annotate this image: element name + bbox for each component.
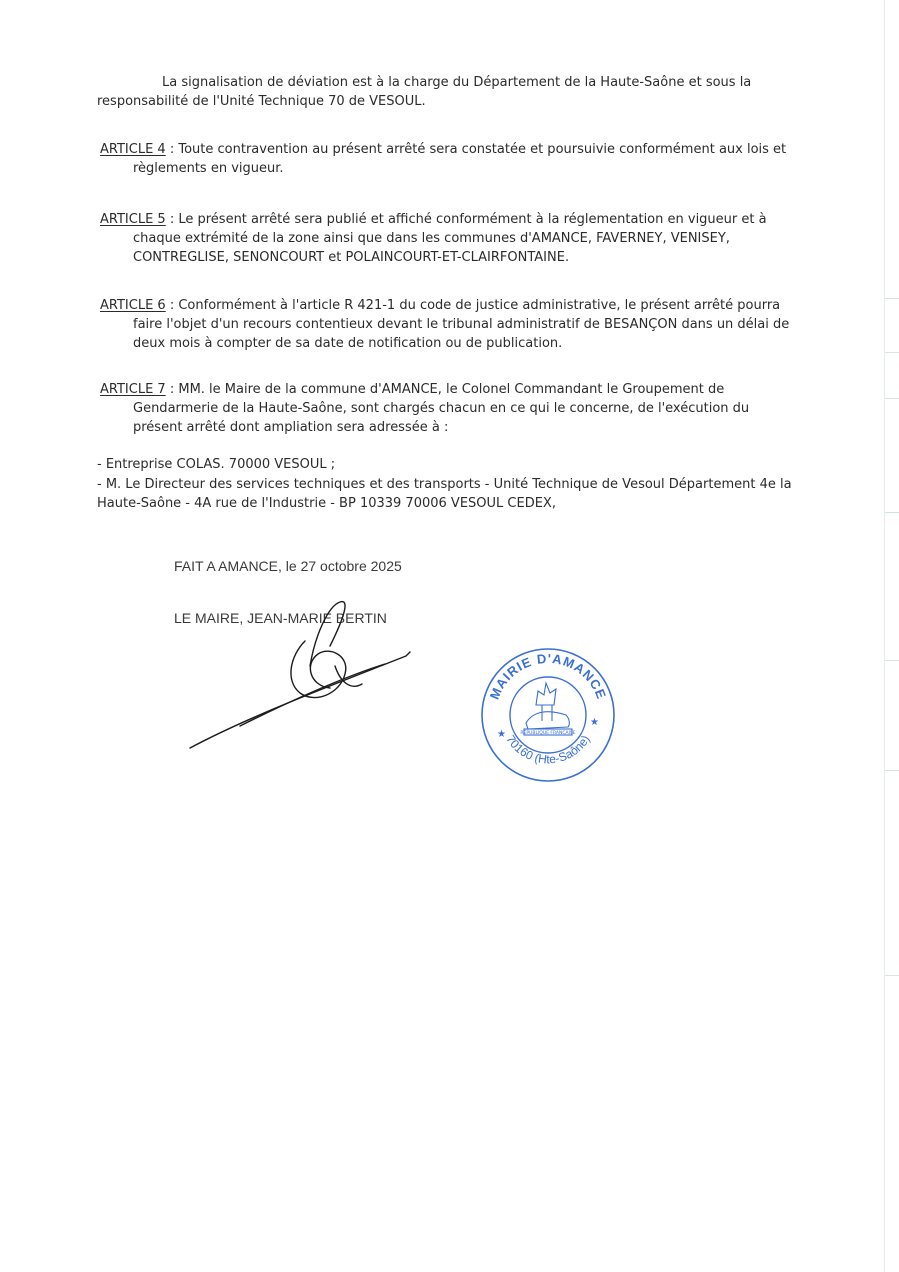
- article-4: [100, 140, 786, 178]
- intro-paragraph-line-1: La signalisation de déviation est à la charge du Département de la Haute-Saône et sous la: [162, 75, 752, 90]
- svg-text:MAIRIE D'AMANCE: [487, 651, 610, 702]
- recipient-line-3: Haute-Saône - 4A rue de l'Industrie - BP 10339 70006 VESOUL CEDEX,: [97, 496, 556, 511]
- scan-edge-mark: [885, 352, 899, 353]
- recipient-line-1: - Entreprise COLAS. 70000 VESOUL ;: [97, 457, 336, 472]
- scan-edge-mark: [885, 770, 899, 771]
- done-at-date: FAIT A AMANCE, le 27 octobre 2025: [174, 558, 402, 574]
- article-4-text-line-1: : Toute contravention au présent arrêté sera constatée et poursuivie conformément aux lois et: [165, 142, 787, 157]
- scan-edge-mark: [885, 975, 899, 976]
- article-4-label: ARTICLE 4: [100, 142, 166, 157]
- article-6-text-line-1: : Conformément à l'article R 421-1 du code de justice administrative, le présent arrêté pourra: [165, 298, 781, 313]
- article-7: [100, 380, 749, 437]
- article-5-text-line-1: : Le présent arrêté sera publié et affiché conformément à la réglementation en vigueur et à: [165, 212, 767, 227]
- article-6-text-line-2: faire l'objet d'un recours contentieux devant le tribunal administratif de BESANÇON dans un délai de: [133, 317, 790, 332]
- svg-text:★: ★: [497, 729, 506, 740]
- article-7-text-line-1: : MM. le Maire de la commune d'AMANCE, le Colonel Commandant le Groupement de: [165, 382, 725, 397]
- stamp-bottom-text: 70160 (Hte-Saône): [503, 732, 593, 767]
- article-5-text-line-2: chaque extrémité de la zone ainsi que dans les communes d'AMANCE, FAVERNEY, VENISEY,: [133, 231, 730, 246]
- stamp-top-text: MAIRIE D'AMANCE: [486, 650, 610, 702]
- article-5-label: ARTICLE 5: [100, 212, 166, 227]
- svg-text:★: ★: [590, 717, 599, 728]
- scan-edge-mark: [885, 398, 899, 399]
- scan-edge-mark: [885, 512, 899, 513]
- intro-paragraph-line-2: responsabilité de l'Unité Technique 70 de VESOUL.: [97, 94, 426, 109]
- article-7-text-line-3: présent arrêté dont ampliation sera adressée à :: [133, 420, 449, 435]
- article-6-text-line-3: deux mois à compter de sa date de notification ou de publication.: [133, 336, 563, 351]
- article-6: [100, 296, 789, 353]
- signatory-name: LE MAIRE, JEAN-MARIE BERTIN: [174, 610, 387, 626]
- stamp-center-text: RÉPUBLIQUE FRANÇAISE: [520, 731, 576, 736]
- article-5-text-line-3: CONTREGLISE, SENONCOURT et POLAINCOURT-ET-CLAIRFONTAINE.: [133, 250, 570, 265]
- article-5: [100, 210, 767, 267]
- scan-edge-mark: [885, 660, 899, 661]
- scan-edge-mark: [885, 298, 899, 299]
- article-6-label: ARTICLE 6: [100, 298, 166, 313]
- article-7-label: ARTICLE 7: [100, 382, 166, 397]
- recipient-line-2: - M. Le Directeur des services techniques et des transports - Unité Technique de Vesoul Département 4e la: [97, 477, 792, 492]
- signature-icon: [180, 596, 420, 756]
- article-4-text-line-2: règlements en vigueur.: [133, 161, 284, 176]
- svg-text:70160 (Hte-Saône): [503, 733, 592, 767]
- article-7-text-line-2: Gendarmerie de la Haute-Saône, sont chargés chacun en ce qui le concerne, de l'exécution du: [133, 401, 750, 416]
- scan-edge-line: [884, 0, 885, 1272]
- mairie-stamp-icon: [478, 645, 618, 785]
